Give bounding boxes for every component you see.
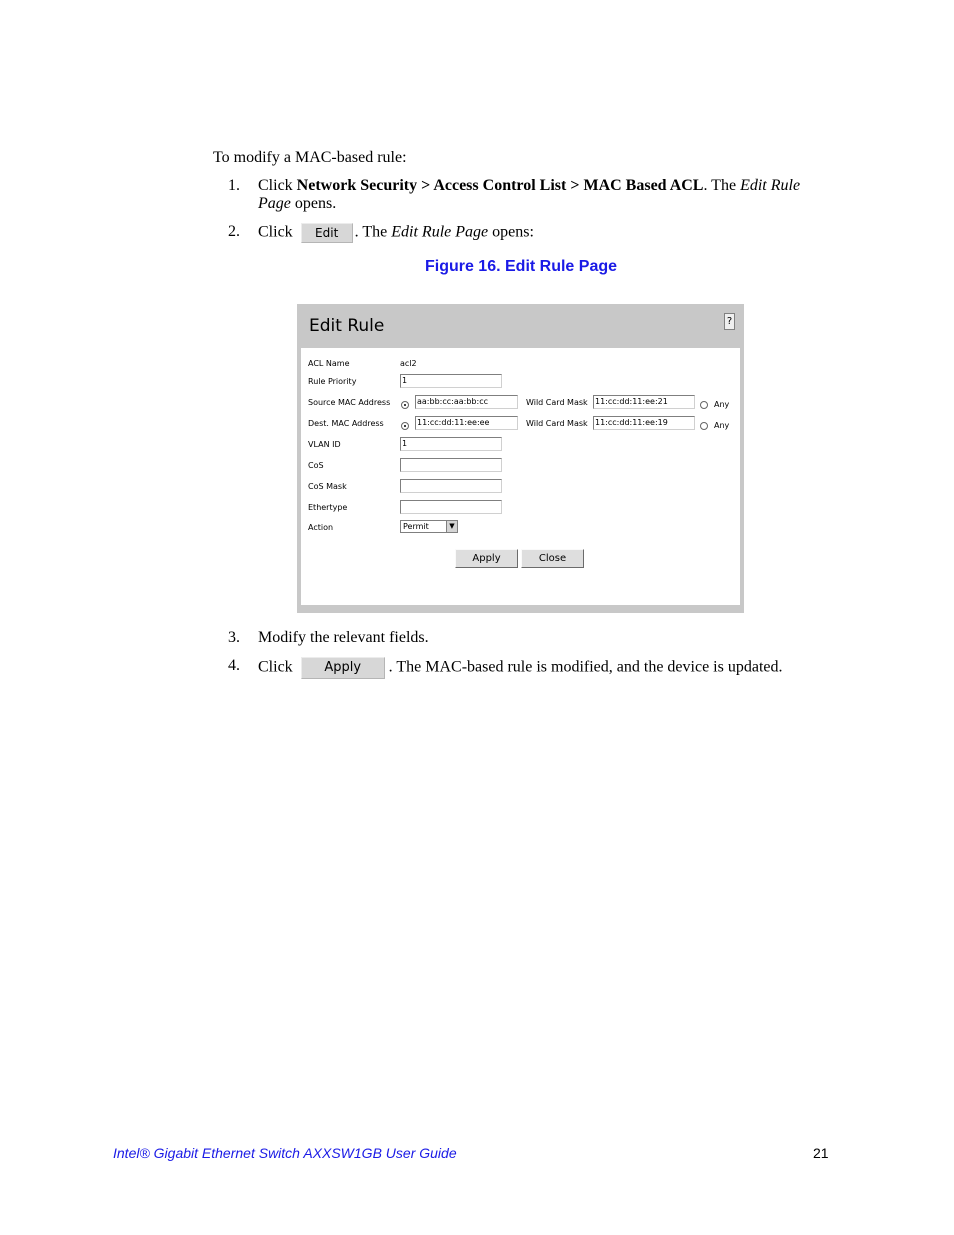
dest-wildcard-input[interactable]: 11:cc:dd:11:ee:19 (593, 416, 695, 430)
source-any-label: Any (714, 400, 730, 409)
menu-path: Network Security > Access Control List > MAC Based ACL (296, 177, 704, 194)
page-number: 21 (813, 1145, 829, 1161)
dest-any-radio[interactable] (700, 422, 708, 430)
source-any-radio[interactable] (700, 401, 708, 409)
step-text-part: opens. (290, 195, 337, 212)
step-text-part: . The MAC-based rule is modified, and the device is updated. (388, 658, 783, 676)
edit-button-image: Edit (301, 223, 353, 243)
step-text (258, 177, 828, 213)
vlan-id-label: VLAN ID (308, 440, 341, 449)
step-text (258, 657, 858, 679)
source-mac-input[interactable]: aa:bb:cc:aa:bb:cc (415, 395, 518, 409)
step-text-part: Click (258, 177, 297, 194)
step-number: 3. (228, 629, 240, 646)
cos-label: CoS (308, 461, 324, 470)
rule-priority-input[interactable]: 1 (400, 374, 502, 388)
source-mac-radio[interactable] (401, 401, 409, 409)
footer-title: Intel® Gigabit Ethernet Switch AXXSW1GB User Guide (113, 1145, 457, 1161)
apply-button-image: Apply (301, 657, 385, 679)
cos-mask-input[interactable] (400, 479, 502, 493)
edit-rule-window (297, 304, 744, 613)
step-number: 1. (228, 177, 240, 194)
dest-wildcard-label: Wild Card Mask (526, 419, 588, 428)
ethertype-label: Ethertype (308, 503, 348, 512)
ethertype-input[interactable] (400, 500, 502, 514)
source-mac-label: Source MAC Address (308, 398, 391, 407)
chevron-down-icon[interactable]: ▼ (446, 521, 457, 532)
step-text (258, 223, 828, 243)
dest-mac-radio[interactable] (401, 422, 409, 430)
figure-caption: Figure 16. Edit Rule Page (424, 258, 618, 275)
rule-priority-label: Rule Priority (308, 377, 357, 386)
dest-mac-input[interactable]: 11:cc:dd:11:ee:ee (415, 416, 518, 430)
vlan-id-input[interactable]: 1 (400, 437, 502, 451)
step-text-part: . The (703, 177, 741, 194)
close-button[interactable]: Close (521, 549, 584, 568)
dest-mac-label: Dest. MAC Address (308, 419, 384, 428)
source-wildcard-label: Wild Card Mask (526, 398, 588, 407)
acl-name-label: ACL Name (308, 359, 350, 368)
window-title: Edit Rule (309, 316, 385, 336)
step-text-part: . The (354, 223, 392, 241)
intro-text: To modify a MAC-based rule: (213, 149, 407, 166)
step-text: Modify the relevant fields. (258, 629, 429, 646)
cos-mask-label: CoS Mask (308, 482, 347, 491)
page-reference: Edit Rule Page (258, 177, 801, 212)
step-text-part: Click (258, 223, 297, 241)
action-label: Action (308, 523, 334, 532)
apply-button[interactable]: Apply (455, 549, 518, 568)
step-number: 4. (228, 657, 240, 674)
action-select-value: Permit (403, 522, 429, 531)
step-number: 2. (228, 223, 240, 240)
source-wildcard-input[interactable]: 11:cc:dd:11:ee:21 (593, 395, 695, 409)
step-text-part: Click (258, 658, 297, 676)
dest-any-label: Any (714, 421, 730, 430)
step-text-part: opens: (488, 223, 534, 241)
action-select[interactable] (400, 520, 458, 533)
help-button[interactable]: ? (724, 313, 735, 330)
edit-rule-form (301, 348, 740, 605)
acl-name-value: acl2 (400, 359, 417, 368)
cos-input[interactable] (400, 458, 502, 472)
page-reference: Edit Rule Page (391, 223, 489, 241)
